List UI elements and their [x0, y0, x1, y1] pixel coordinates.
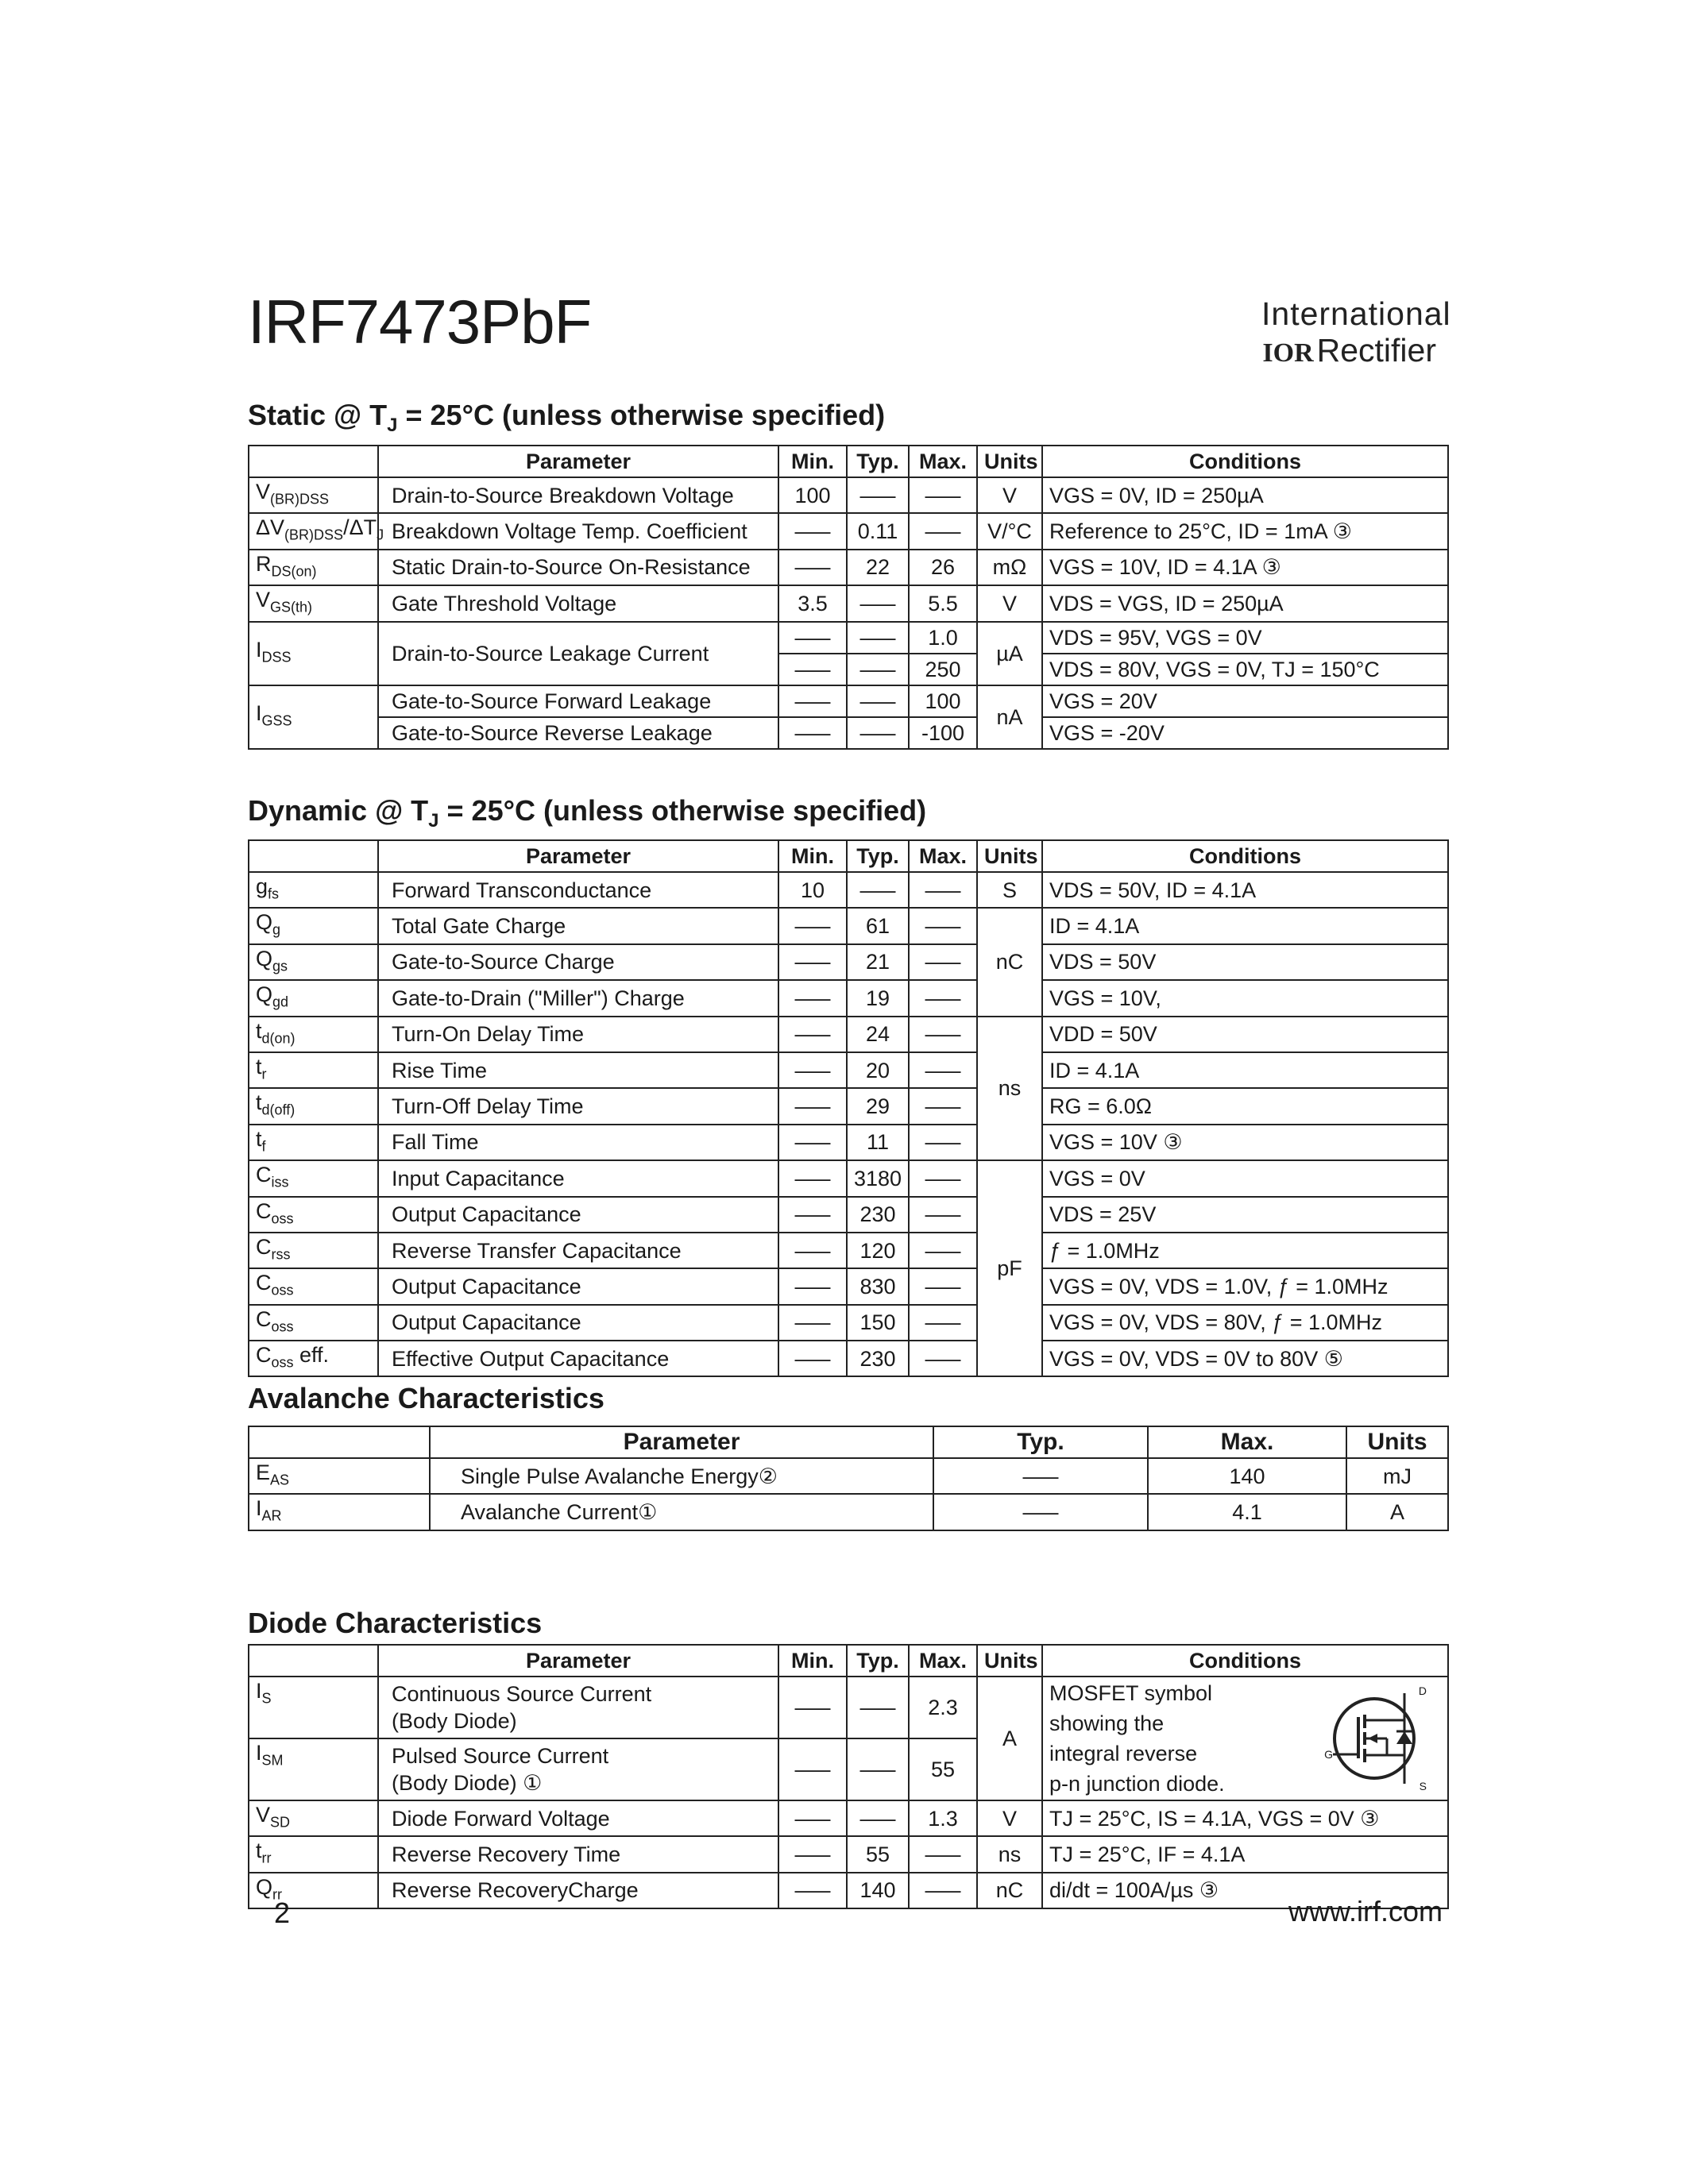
symbol-cell: $C_{rss}$ — [249, 1233, 378, 1268]
units-cell: pF — [977, 1160, 1042, 1376]
parameter-cell: Input Capacitance — [378, 1160, 778, 1196]
parameter-cell: Single Pulse Avalanche Energy② — [430, 1458, 933, 1494]
min-cell: ––– — [778, 654, 847, 685]
parameter-cell: Drain-to-Source Breakdown Voltage — [378, 477, 778, 513]
parameter-cell: Fall Time — [378, 1125, 778, 1160]
symbol-cell: $Q_g$ — [249, 908, 378, 943]
symbol-cell: $E_{AS}$ — [249, 1458, 430, 1494]
conditions-cell: VGS = 0V — [1042, 1160, 1448, 1196]
max-cell: ––– — [909, 1125, 977, 1160]
max-cell: ––– — [909, 980, 977, 1016]
column-header: Typ. — [847, 446, 909, 477]
min-cell: ––– — [778, 1017, 847, 1052]
symbol-cell: $V_{SD}$ — [249, 1800, 378, 1836]
min-cell: ––– — [778, 1873, 847, 1908]
max-cell: -100 — [909, 717, 977, 749]
max-cell: 55 — [909, 1738, 977, 1800]
column-header: Max. — [909, 446, 977, 477]
symbol-cell: $t_r$ — [249, 1052, 378, 1088]
max-cell: ––– — [909, 1305, 977, 1341]
min-cell: ––– — [778, 550, 847, 585]
mosfet-note-line: MOSFET symbol — [1049, 1681, 1213, 1705]
min-cell: 10 — [778, 872, 847, 908]
typ-cell: 22 — [847, 550, 909, 585]
table-row — [249, 1873, 1448, 1908]
typ-cell: 0.11 — [847, 513, 909, 549]
conditions-cell: VGS = 0V, VDS = 80V, ƒ = 1.0MHz — [1042, 1305, 1448, 1341]
logo-rectifier-text: Rectifier — [1316, 332, 1436, 369]
symbol-cell: $I_{DSS}$ — [249, 622, 378, 685]
parameter-cell: Continuous Source Current (Body Diode) — [378, 1677, 778, 1738]
table-row — [249, 872, 1448, 908]
typ-cell: 140 — [847, 1873, 909, 1908]
table-row — [249, 1233, 1448, 1268]
min-cell: ––– — [778, 685, 847, 717]
parameter-cell: Total Gate Charge — [378, 908, 778, 943]
mosfet-note-line: p-n junction diode. — [1049, 1772, 1225, 1796]
symbol-cell: $V_{GS(th)}$ — [249, 585, 378, 621]
parameter-cell: Avalanche Current① — [430, 1494, 933, 1530]
max-cell: ––– — [909, 1341, 977, 1376]
column-header: Min. — [778, 840, 847, 872]
max-cell: ––– — [909, 908, 977, 943]
units-cell: V — [977, 477, 1042, 513]
max-cell: ––– — [909, 1052, 977, 1088]
parameter-cell: Diode Forward Voltage — [378, 1800, 778, 1836]
conditions-cell: VGS = 0V, VDS = 0V to 80V ⑤ — [1042, 1341, 1448, 1376]
units-cell: ns — [977, 1017, 1042, 1161]
logo-line-1: International — [1261, 295, 1451, 332]
parameter-cell: Breakdown Voltage Temp. Coefficient — [378, 513, 778, 549]
max-cell: ––– — [909, 1160, 977, 1196]
avalanche-table — [248, 1426, 1449, 1531]
min-cell: ––– — [778, 513, 847, 549]
min-cell: ––– — [778, 1677, 847, 1738]
units-cell: µA — [977, 622, 1042, 685]
conditions-cell: VDS = VGS, ID = 250µA — [1042, 585, 1448, 621]
table-row — [249, 944, 1448, 980]
conditions-cell: VDS = 95V, VGS = 0V — [1042, 622, 1448, 654]
conditions-cell: ID = 4.1A — [1042, 908, 1448, 943]
parameter-cell: Reverse Transfer Capacitance — [378, 1233, 778, 1268]
min-cell: ––– — [778, 1052, 847, 1088]
table-row — [249, 1017, 1448, 1052]
table-header-row — [249, 1426, 1448, 1458]
table-row — [249, 513, 1448, 549]
mosfet-note-cell — [1042, 1677, 1448, 1800]
units-cell: nC — [977, 1873, 1042, 1908]
column-header — [249, 1426, 430, 1458]
typ-cell: ––– — [847, 872, 909, 908]
ior-logo-icon: IOR — [1262, 338, 1314, 368]
units-cell: V/°C — [977, 513, 1042, 549]
table-row — [249, 585, 1448, 621]
conditions-cell: TJ = 25°C, IS = 4.1A, VGS = 0V ③ — [1042, 1800, 1448, 1836]
symbol-cell: $Q_{gd}$ — [249, 980, 378, 1016]
parameter-cell: Gate-to-Source Forward Leakage — [378, 685, 778, 717]
symbol-cell: $I_S$ — [249, 1677, 378, 1738]
table-row — [249, 908, 1448, 943]
dynamic-table — [248, 839, 1449, 1377]
parameter-cell: Gate Threshold Voltage — [378, 585, 778, 621]
typ-cell: ––– — [847, 1800, 909, 1836]
column-header: Min. — [778, 1645, 847, 1677]
conditions-cell: di/dt = 100A/µs ③ — [1042, 1873, 1448, 1908]
units-cell: V — [977, 585, 1042, 621]
symbol-cell: $R_{DS(on)}$ — [249, 550, 378, 585]
max-cell: 1.3 — [909, 1800, 977, 1836]
column-header: Parameter — [378, 840, 778, 872]
symbol-cell: $I_{AR}$ — [249, 1494, 430, 1530]
parameter-cell: Reverse Recovery Time — [378, 1836, 778, 1872]
column-header: Typ. — [933, 1426, 1148, 1458]
max-cell: ––– — [909, 477, 977, 513]
table-row — [249, 1305, 1448, 1341]
symbol-cell: $C_{oss}$ — [249, 1268, 378, 1304]
typ-cell: 55 — [847, 1836, 909, 1872]
avalanche-section-title: Avalanche Characteristics — [248, 1382, 605, 1414]
typ-cell: 24 — [847, 1017, 909, 1052]
max-cell: ––– — [909, 1836, 977, 1872]
units-cell: S — [977, 872, 1042, 908]
table-row — [249, 1458, 1448, 1494]
max-cell: 140 — [1148, 1458, 1346, 1494]
logo-line-2 — [1261, 332, 1436, 372]
min-cell: ––– — [778, 1233, 847, 1268]
page-number: 2 — [274, 1897, 291, 1929]
typ-cell: 29 — [847, 1088, 909, 1124]
max-cell: 2.3 — [909, 1677, 977, 1738]
table-row — [249, 980, 1448, 1016]
min-cell: ––– — [778, 1836, 847, 1872]
units-cell: nC — [977, 908, 1042, 1016]
parameter-cell: Effective Output Capacitance — [378, 1341, 778, 1376]
conditions-cell: VDD = 50V — [1042, 1017, 1448, 1052]
typ-cell: 11 — [847, 1125, 909, 1160]
table-row — [249, 1052, 1448, 1088]
part-number-title: IRF7473PbF — [248, 287, 592, 357]
conditions-cell: VGS = -20V — [1042, 717, 1448, 749]
typ-cell: ––– — [933, 1458, 1148, 1494]
symbol-cell: $g_{fs}$ — [249, 872, 378, 908]
min-cell: ––– — [778, 1268, 847, 1304]
parameter-cell: Pulsed Source Current (Body Diode) ① — [378, 1738, 778, 1800]
column-header: Max. — [909, 1645, 977, 1677]
parameter-cell: Output Capacitance — [378, 1268, 778, 1304]
typ-cell: ––– — [933, 1494, 1148, 1530]
typ-cell: ––– — [847, 654, 909, 685]
column-header: Parameter — [378, 1645, 778, 1677]
column-header — [249, 446, 378, 477]
conditions-cell: VDS = 80V, VGS = 0V, TJ = 150°C — [1042, 654, 1448, 685]
min-cell: ––– — [778, 622, 847, 654]
column-header — [249, 1645, 378, 1677]
parameter-cell: Forward Transconductance — [378, 872, 778, 908]
symbol-cell: $V_{(BR)DSS}$ — [249, 477, 378, 513]
column-header: Max. — [909, 840, 977, 872]
table-row — [249, 1088, 1448, 1124]
parameter-cell: Static Drain-to-Source On-Resistance — [378, 550, 778, 585]
conditions-cell: Reference to 25°C, ID = 1mA ③ — [1042, 513, 1448, 549]
parameter-cell: Gate-to-Drain ("Miller") Charge — [378, 980, 778, 1016]
symbol-cell: $t_{d(off)}$ — [249, 1088, 378, 1124]
typ-cell: 120 — [847, 1233, 909, 1268]
max-cell: 1.0 — [909, 622, 977, 654]
min-cell: ––– — [778, 1125, 847, 1160]
min-cell: 3.5 — [778, 585, 847, 621]
symbol-cell: $t_f$ — [249, 1125, 378, 1160]
min-cell: ––– — [778, 717, 847, 749]
typ-cell: ––– — [847, 477, 909, 513]
column-header: Conditions — [1042, 446, 1448, 477]
column-header — [249, 840, 378, 872]
table-row — [249, 1341, 1448, 1376]
table-row — [249, 1836, 1448, 1872]
typ-cell: 20 — [847, 1052, 909, 1088]
dynamic-section-title: Dynamic @ $T_J = 25^\circ C$ (unless otherwise specified) — [248, 794, 927, 832]
min-cell: ––– — [778, 944, 847, 980]
column-header: Units — [977, 446, 1042, 477]
max-cell: 26 — [909, 550, 977, 585]
typ-cell: ––– — [847, 1677, 909, 1738]
max-cell: ––– — [909, 944, 977, 980]
symbol-cell: $t_{d(on)}$ — [249, 1017, 378, 1052]
units-cell: A — [977, 1677, 1042, 1800]
max-cell: 100 — [909, 685, 977, 717]
typ-cell: ––– — [847, 585, 909, 621]
table-row — [249, 1494, 1448, 1530]
table-row — [249, 622, 1448, 654]
symbol-cell: $C_{oss}$ — [249, 1305, 378, 1341]
max-cell: 250 — [909, 654, 977, 685]
parameter-cell: Drain-to-Source Leakage Current — [378, 622, 778, 685]
table-header-row — [249, 840, 1448, 872]
symbol-cell: $Q_{rr}$ — [249, 1873, 378, 1908]
column-header: Parameter — [430, 1426, 933, 1458]
min-cell: ––– — [778, 1341, 847, 1376]
parameter-cell: Output Capacitance — [378, 1197, 778, 1233]
table-row — [249, 1160, 1448, 1196]
table-row — [249, 717, 1448, 749]
min-cell: ––– — [778, 1738, 847, 1800]
conditions-cell: VDS = 50V, ID = 4.1A — [1042, 872, 1448, 908]
footer-url: www.irf.com — [1288, 1895, 1443, 1927]
min-cell: ––– — [778, 1197, 847, 1233]
max-cell: 4.1 — [1148, 1494, 1346, 1530]
typ-cell: 230 — [847, 1341, 909, 1376]
conditions-cell: VGS = 0V, ID = 250µA — [1042, 477, 1448, 513]
min-cell: ––– — [778, 1160, 847, 1196]
parameter-cell: Gate-to-Source Reverse Leakage — [378, 717, 778, 749]
static-section-title: Static @ $T_J = 25^\circ C$ (unless otherwise specified) — [248, 399, 886, 437]
max-cell: ––– — [909, 513, 977, 549]
typ-cell: 19 — [847, 980, 909, 1016]
typ-cell: 150 — [847, 1305, 909, 1341]
min-cell: ––– — [778, 1800, 847, 1836]
symbol-cell: $C_{iss}$ — [249, 1160, 378, 1196]
symbol-cell: $t_{rr}$ — [249, 1836, 378, 1872]
column-header: Typ. — [847, 840, 909, 872]
column-header: Units — [1346, 1426, 1448, 1458]
conditions-cell: ID = 4.1A — [1042, 1052, 1448, 1088]
conditions-cell: VGS = 10V, ID = 4.1A ③ — [1042, 550, 1448, 585]
table-row — [249, 1800, 1448, 1836]
column-header: Units — [977, 1645, 1042, 1677]
max-cell: ––– — [909, 1197, 977, 1233]
parameter-cell: Output Capacitance — [378, 1305, 778, 1341]
table-row — [249, 550, 1448, 585]
max-cell: ––– — [909, 1233, 977, 1268]
parameter-cell: Gate-to-Source Charge — [378, 944, 778, 980]
column-header: Min. — [778, 446, 847, 477]
max-cell: ––– — [909, 1873, 977, 1908]
parameter-cell: Turn-On Delay Time — [378, 1017, 778, 1052]
units-cell: A — [1346, 1494, 1448, 1530]
symbol-cell: $Q_{gs}$ — [249, 944, 378, 980]
symbol-cell: $C_{oss}$ eff. — [249, 1341, 378, 1376]
column-header: Conditions — [1042, 1645, 1448, 1677]
min-cell: ––– — [778, 1305, 847, 1341]
conditions-cell: ƒ = 1.0MHz — [1042, 1233, 1448, 1268]
gate-label: G — [1324, 1748, 1333, 1761]
mosfet-note-line: integral reverse — [1049, 1742, 1198, 1765]
conditions-cell: VGS = 0V, VDS = 1.0V, ƒ = 1.0MHz — [1042, 1268, 1448, 1304]
static-table — [248, 445, 1449, 750]
conditions-cell: VGS = 20V — [1042, 685, 1448, 717]
diode-table — [248, 1644, 1449, 1909]
conditions-cell: VDS = 50V — [1042, 944, 1448, 980]
min-cell: ––– — [778, 908, 847, 943]
column-header: Typ. — [847, 1645, 909, 1677]
typ-cell: ––– — [847, 1738, 909, 1800]
company-logo — [1261, 295, 1451, 372]
mosfet-note-line: showing the — [1049, 1711, 1165, 1735]
symbol-cell: $C_{oss}$ — [249, 1197, 378, 1233]
min-cell: ––– — [778, 980, 847, 1016]
symbol-cell: $I_{GSS}$ — [249, 685, 378, 749]
units-cell: mΩ — [977, 550, 1042, 585]
typ-cell: 3180 — [847, 1160, 909, 1196]
symbol-cell: $\Delta V_{(BR)DSS}/\Delta T_J$ — [249, 513, 378, 549]
table-row — [249, 1677, 1448, 1738]
conditions-cell: VGS = 10V ③ — [1042, 1125, 1448, 1160]
drain-label: D — [1418, 1684, 1427, 1697]
typ-cell: ––– — [847, 622, 909, 654]
table-row — [249, 685, 1448, 717]
conditions-cell: VDS = 25V — [1042, 1197, 1448, 1233]
max-cell: ––– — [909, 1088, 977, 1124]
table-row — [249, 1197, 1448, 1233]
column-header: Max. — [1148, 1426, 1346, 1458]
min-cell: ––– — [778, 1088, 847, 1124]
column-header: Parameter — [378, 446, 778, 477]
table-row — [249, 1125, 1448, 1160]
table-row — [249, 1268, 1448, 1304]
conditions-cell: VGS = 10V, — [1042, 980, 1448, 1016]
typ-cell: 230 — [847, 1197, 909, 1233]
diode-section-title: Diode Characteristics — [248, 1607, 543, 1639]
min-cell: 100 — [778, 477, 847, 513]
typ-cell: 21 — [847, 944, 909, 980]
typ-cell: 830 — [847, 1268, 909, 1304]
column-header: Units — [977, 840, 1042, 872]
units-cell: V — [977, 1800, 1042, 1836]
max-cell: ––– — [909, 1268, 977, 1304]
conditions-cell: TJ = 25°C, IF = 4.1A — [1042, 1836, 1448, 1872]
max-cell: 5.5 — [909, 585, 977, 621]
max-cell: ––– — [909, 872, 977, 908]
units-cell: nA — [977, 685, 1042, 749]
symbol-cell: $I_{SM}$ — [249, 1738, 378, 1800]
conditions-cell: RG = 6.0Ω — [1042, 1088, 1448, 1124]
table-header-row — [249, 1645, 1448, 1677]
units-cell: mJ — [1346, 1458, 1448, 1494]
typ-cell: ––– — [847, 717, 909, 749]
max-cell: ––– — [909, 1017, 977, 1052]
units-cell: ns — [977, 1836, 1042, 1872]
parameter-cell: Reverse RecoveryCharge — [378, 1873, 778, 1908]
column-header: Conditions — [1042, 840, 1448, 872]
source-label: S — [1419, 1780, 1427, 1792]
table-header-row — [249, 446, 1448, 477]
table-row — [249, 477, 1448, 513]
typ-cell: ––– — [847, 685, 909, 717]
parameter-cell: Rise Time — [378, 1052, 778, 1088]
typ-cell: 61 — [847, 908, 909, 943]
parameter-cell: Turn-Off Delay Time — [378, 1088, 778, 1124]
